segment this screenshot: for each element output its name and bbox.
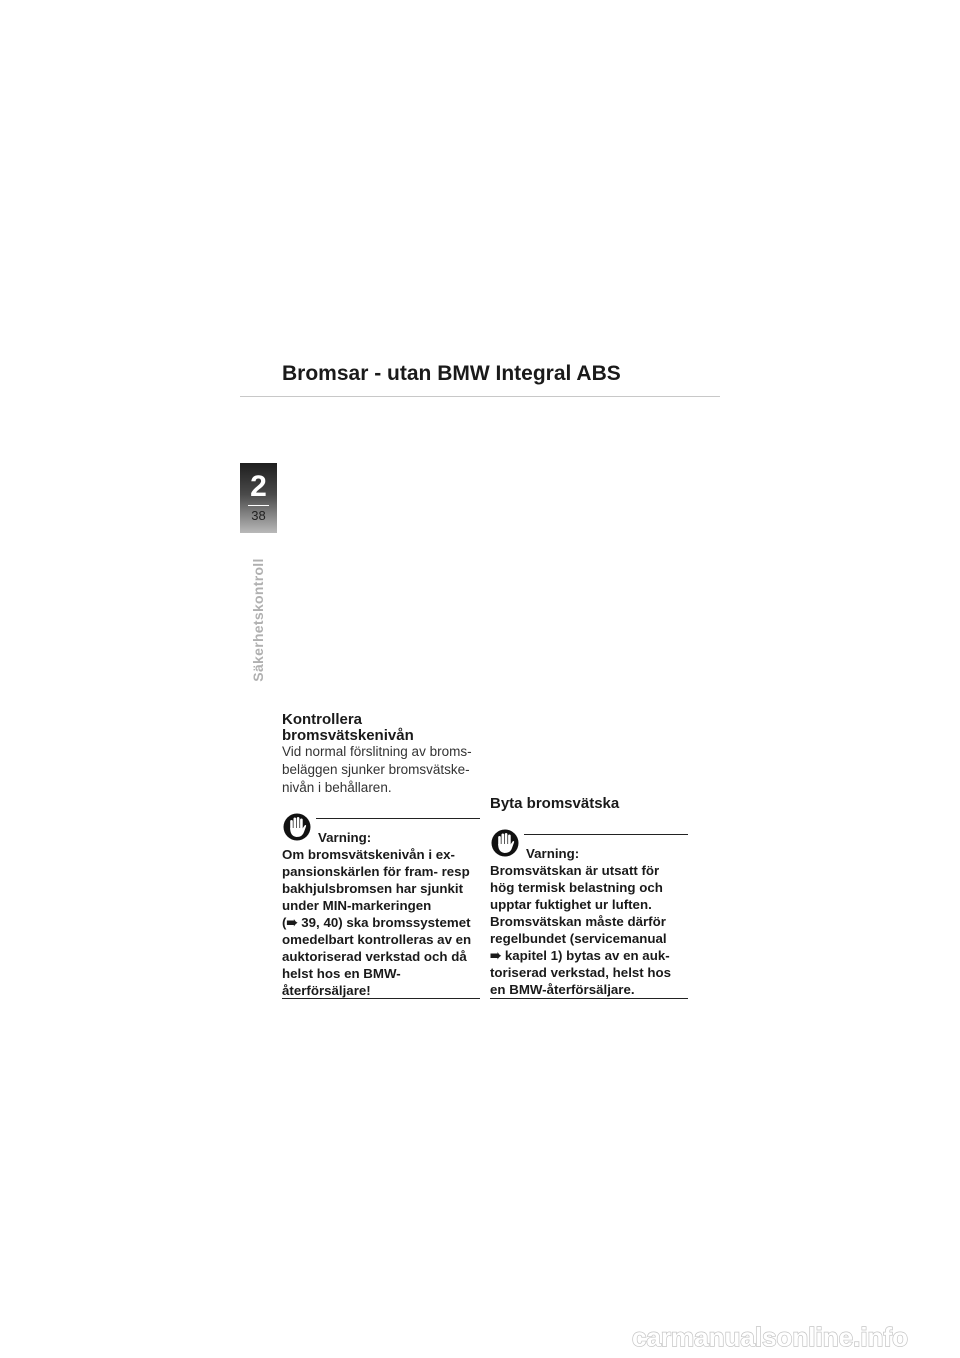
warning-top-rule — [524, 834, 688, 835]
body-line: Vid normal förslitning av broms- — [282, 744, 472, 759]
warning-line: Bromsvätskan är utsatt för — [490, 863, 660, 878]
chapter-tab — [240, 463, 277, 533]
page-number: 38 — [251, 508, 266, 523]
chapter-side-label: Säkerhetskontroll — [250, 558, 266, 682]
warning-top-rule — [316, 818, 480, 819]
warning-line: upptar fuktighet ur luften. — [490, 897, 652, 912]
section-heading: Byta bromsvätska — [490, 795, 620, 812]
body-line: nivån i behållaren. — [282, 780, 392, 795]
watermark — [592, 1316, 948, 1356]
page-title: Bromsar - utan BMW Integral ABS — [282, 362, 621, 385]
warning-line: helst hos en BMW- — [282, 966, 401, 981]
warning-line: omedelbart kontrolleras av en — [282, 932, 472, 947]
warning-label: Varning: — [318, 830, 372, 845]
warning-line: Om bromsvätskenivån i ex- — [282, 847, 455, 862]
warning-line: en BMW-återförsäljare. — [490, 982, 635, 997]
warning-line: hög termisk belastning och — [490, 880, 663, 895]
chapter-number: 2 — [250, 470, 267, 503]
warning-text — [490, 862, 671, 998]
warning-line: under MIN-markeringen — [282, 898, 432, 913]
title-divider — [240, 396, 720, 397]
body-line: beläggen sjunker bromsvätske- — [282, 762, 470, 777]
warning-line: Bromsvätskan måste därför — [490, 914, 666, 929]
hand-stop-icon — [283, 812, 311, 842]
warning-line: (➠ 39, 40) ska bromssystemet — [282, 915, 471, 930]
watermark-text: carmanualsonline.info — [632, 1322, 908, 1352]
warning-line: pansionskärlen för fram- resp — [282, 864, 470, 879]
warning-line: toriserad verkstad, helst hos — [490, 965, 672, 980]
section-body — [282, 743, 472, 797]
warning-text — [282, 846, 471, 999]
section-heading-line1: Kontrollera — [282, 711, 363, 728]
warning-line: auktoriserad verkstad och då — [282, 949, 467, 964]
warning-bottom-rule — [490, 998, 688, 999]
warning-line: återförsäljare! — [282, 983, 371, 998]
warning-bottom-rule — [282, 998, 480, 999]
hand-stop-icon — [491, 828, 519, 858]
section-heading-line2: bromsvätskenivån — [282, 727, 414, 744]
warning-label: Varning: — [526, 846, 580, 861]
warning-line: ➠ kapitel 1) bytas av en auk- — [490, 948, 670, 963]
warning-line: bakhjulsbromsen har sjunkit — [282, 881, 464, 896]
chapter-separator — [248, 505, 269, 506]
warning-line: regelbundet (servicemanual — [490, 931, 667, 946]
